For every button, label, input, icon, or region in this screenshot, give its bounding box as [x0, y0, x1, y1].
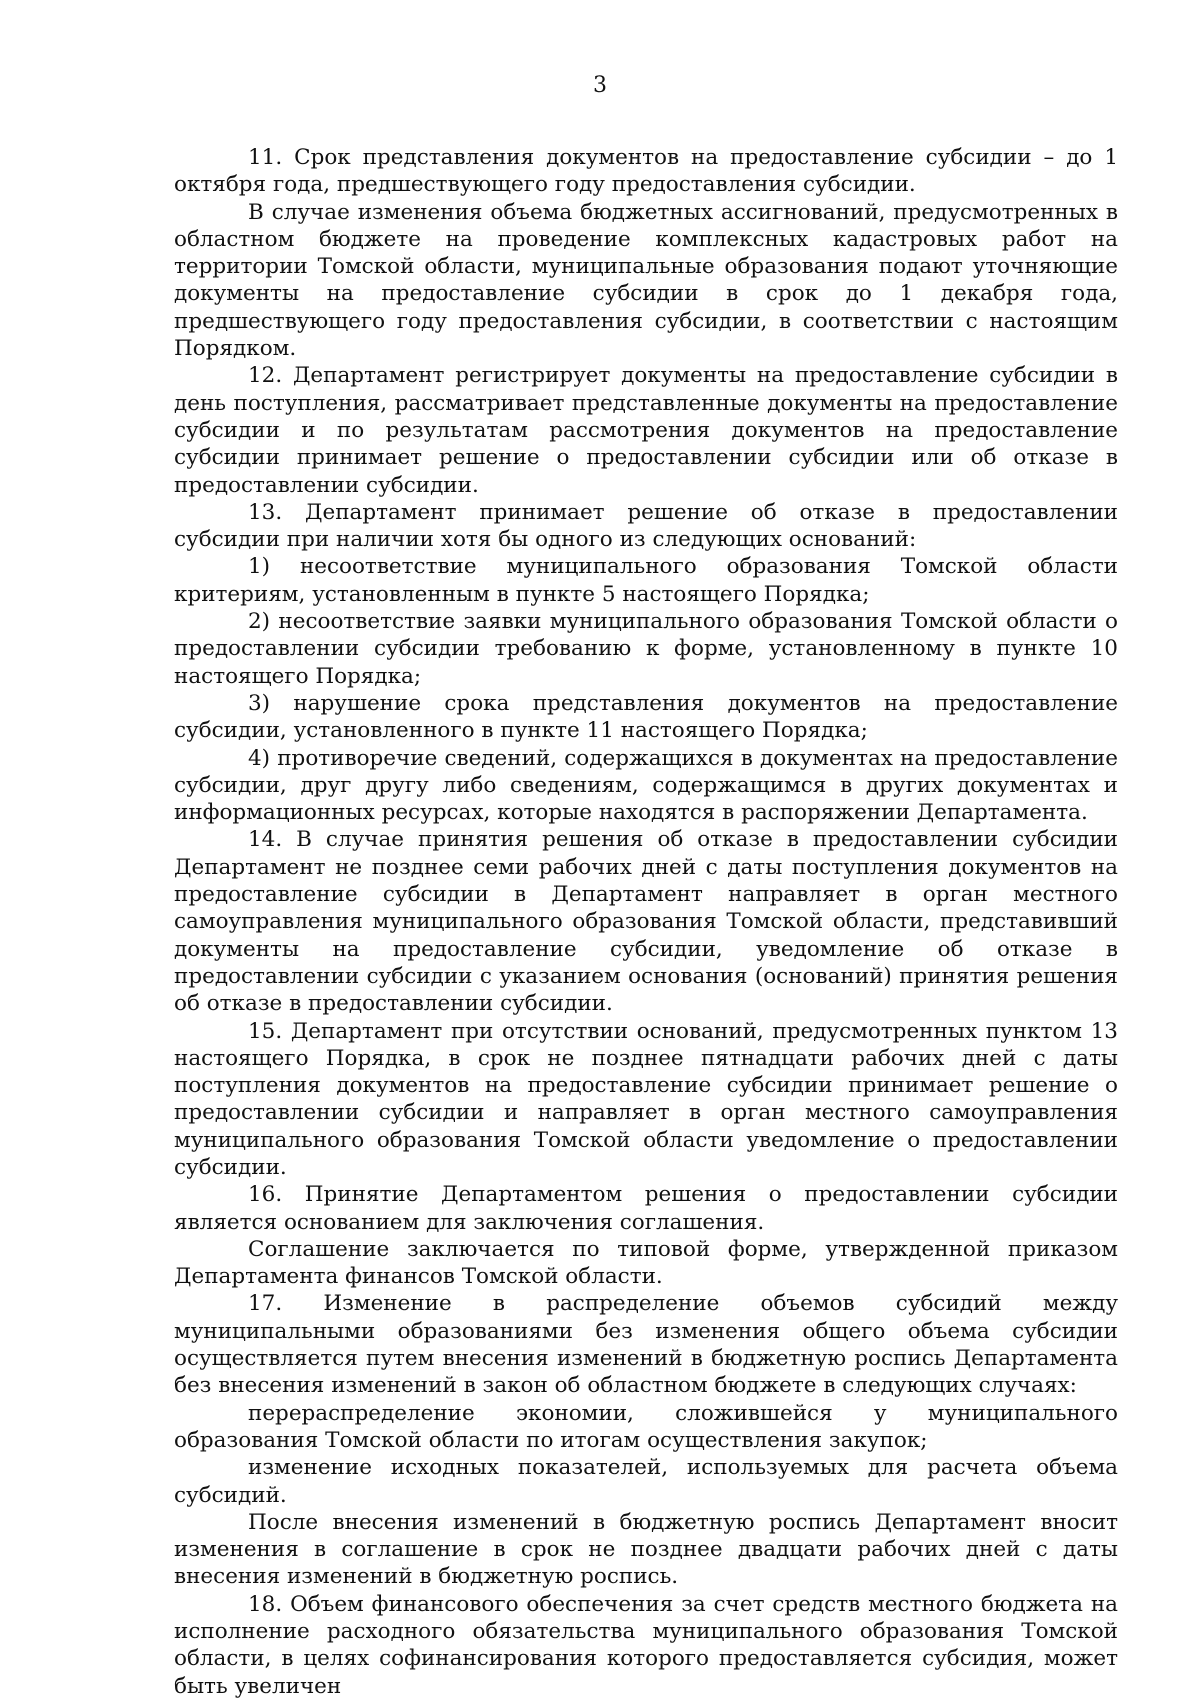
paragraph-17: 17. Изменение в распределение объемов субсидий между муниципальными образованиями без изменения общего объема субсидии осуществляется путем внесения изменений в бюджетную роспись Департамента без внесения изменений в закон об областном бюджете в следующих случаях: — [174, 1291, 1118, 1399]
document-body — [174, 144, 1118, 1700]
paragraph-13: 13. Департамент принимает решение об отказе в предоставлении субсидии при наличии хотя бы одного из следующих оснований: — [174, 499, 1118, 553]
paragraph-11-amendment: В случае изменения объема бюджетных ассигнований, предусмотренных в областном бюджете на проведение комплексных кадастровых работ на территории Томской области, муниципальные образования подают уточняющие документы на предоставление субсидии в срок до 1 декабря года, предшествующего году предоставления субсидии, в соответствии с настоящим Порядком. — [174, 199, 1118, 362]
paragraph-17-case-2: изменение исходных показателей, используемых для расчета объема субсидий. — [174, 1455, 1118, 1508]
paragraph-15: 15. Департамент при отсутствии оснований, предусмотренных пунктом 13 настоящего Порядка, в срок не позднее пятнадцати рабочих дней с даты поступления документов на предоставление субсидии принимает решение о предоставлении субсидии и направляет в орган местного самоуправления муниципального образования Томской области уведомление о предоставлении субсидии. — [174, 1018, 1118, 1180]
paragraph-13-item-4: 4) противоречие сведений, содержащихся в документах на предоставление субсидии, друг другу либо сведениям, содержащимся в других документах и информационных ресурсах, которые находятся в распоряжении Департамента. — [174, 745, 1118, 826]
paragraph-14: 14. В случае принятия решения об отказе в предоставлении субсидии Департамент не позднее семи рабочих дней с даты поступления документов на предоставление субсидии в Департамент направляет в орган местного самоуправления муниципального образования Томской области, представивший документы на предоставление субсидии, уведомление об отказе в предоставлении субсидии с указанием основания (оснований) принятия решения об отказе в предоставлении субсидии. — [174, 827, 1118, 1017]
page-number: 3 — [593, 73, 607, 98]
paragraph-17-case-1: перераспределение экономии, сложившейся у муниципального образования Томской области по итогам осуществления закупок; — [174, 1400, 1118, 1453]
paragraph-12: 12. Департамент регистрирует документы на предоставление субсидии в день поступления, рассматривает представленные документы на предоставление субсидии и по результатам рассмотрения документов на предоставление субсидии принимает решение о предоставлении субсидии или об отказе в предоставлении субсидии. — [174, 363, 1118, 498]
paragraph-18: 18. Объем финансового обеспечения за счет средств местного бюджета на исполнение расходного обязательства муниципального образования Томской области, в целях софинансирования которого предоставляется субсидия, может быть увеличен — [174, 1591, 1118, 1699]
paragraph-11: 11. Срок представления документов на предоставление субсидии – до 1 октября года, предшествующего году предоставления субсидии. — [174, 145, 1118, 198]
paragraph-16: 16. Принятие Департаментом решения о предоставлении субсидии является основанием для заключения соглашения. — [174, 1182, 1118, 1235]
paragraph-16-agreement: Соглашение заключается по типовой форме, утвержденной приказом Департамента финансов Томской области. — [174, 1236, 1118, 1290]
paragraph-13-item-2: 2) несоответствие заявки муниципального образования Томской области о предоставлении субсидии требованию к форме, установленному в пункте 10 настоящего Порядка; — [174, 609, 1118, 689]
paragraph-17-after: После внесения изменений в бюджетную роспись Департамент вносит изменения в соглашение в срок не позднее двадцати рабочих дней с даты внесения изменений в бюджетную роспись. — [174, 1509, 1118, 1590]
paragraph-13-item-1: 1) несоответствие муниципального образования Томской области критериям, установленным в пункте 5 настоящего Порядка; — [174, 554, 1118, 607]
paragraph-13-item-3: 3) нарушение срока представления документов на предоставление субсидии, установленного в пункте 11 настоящего Порядка; — [174, 690, 1118, 744]
